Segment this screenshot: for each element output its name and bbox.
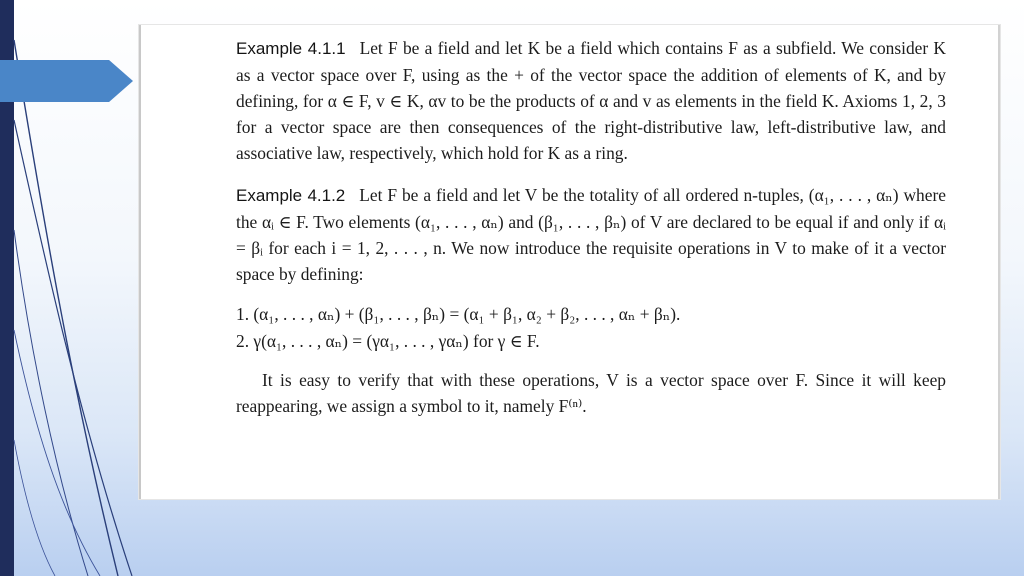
example-4-1-1-paragraph xyxy=(236,35,946,166)
formula-addition: 1. (α₁, . . . , αₙ) + (β₁, . . . , βₙ) = (α₁ + β₁, α₂ + β₂, . . . , αₙ + βₙ). xyxy=(236,304,681,324)
example-4-1-1-label: Example 4.1.1 xyxy=(236,39,346,58)
operation-definitions xyxy=(236,301,946,355)
arrow-tab xyxy=(0,60,133,102)
scanned-page xyxy=(139,25,1000,499)
page-content xyxy=(236,35,946,436)
example-4-1-1-text: Let F be a field and let K be a field which contains F as a subfield. We consider K as a vector space over F, using as the + of the vector space the addition of elements of K, and by defining, for α ∈ F, v ∈ K, αv to be the products of α and v as elements in the field K. Axioms 1, 2, 3 for a vector space are then consequences of the right-distributive law, left-distributive law, and associative law, respectively, which hold for K as a ring. xyxy=(236,38,946,163)
example-4-1-2-label: Example 4.1.2 xyxy=(236,186,346,205)
formula-scalar-multiplication: 2. γ(α₁, . . . , αₙ) = (γα₁, . . . , γαₙ) for γ ∈ F. xyxy=(236,331,540,351)
example-4-1-2-text: Let F be a field and let V be the totality of all ordered n-tuples, (α₁, . . . , αₙ) where the αᵢ ∈ F. Two elements (α₁, . . . , αₙ) and (β₁, . . . , βₙ) of V are declared to be equal if and only if αᵢ = βᵢ for each i = 1, 2, . . . , n. We now introduce the requisite operations in V to make of it a vector space by defining: xyxy=(236,185,946,284)
closing-paragraph: It is easy to verify that with these operations, V is a vector space over F. Since it will keep reappearing, we assign a symbol to it, namely F⁽ⁿ⁾. xyxy=(236,370,946,416)
example-4-1-2-paragraph xyxy=(236,182,946,287)
